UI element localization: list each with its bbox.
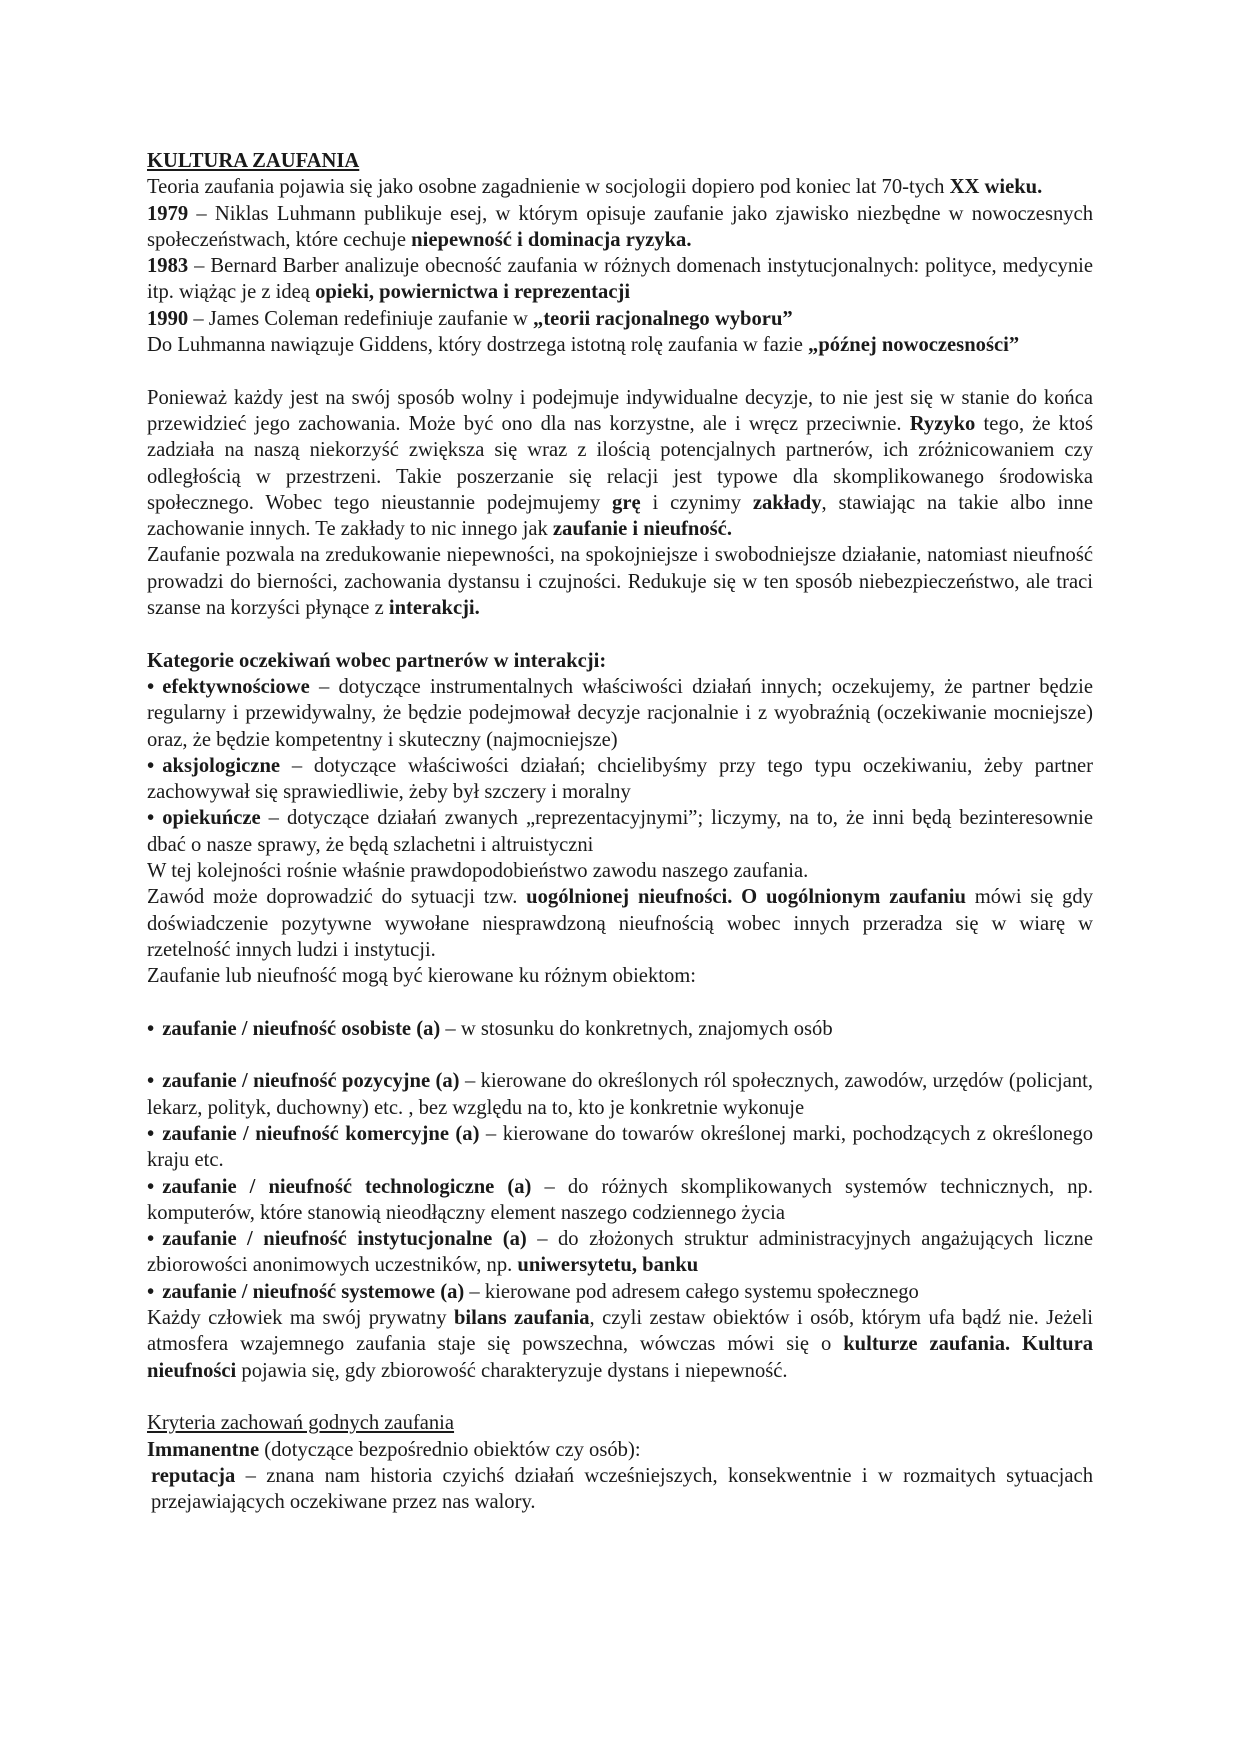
- heading-text: Kategorie oczekiwań wobec partnerów w interakcji:: [147, 649, 607, 672]
- paragraph-text: Każdy człowiek ma swój prywatny: [147, 1307, 454, 1330]
- timeline-1979: [147, 201, 1093, 254]
- object-item: [147, 1174, 1093, 1227]
- object-item: [147, 1226, 1093, 1279]
- risk-paragraph: [147, 385, 1093, 543]
- expectation-item: [147, 753, 1093, 806]
- risk-term: Ryzyko: [909, 412, 976, 435]
- bullet-icon: [147, 755, 162, 777]
- interaction-term: interakcji.: [388, 597, 480, 620]
- trust-text: Zaufanie pozwala na zredukowanie niepewności, na spokojniejsze i swobodniejsze działanie, natomiast nieufność prowadzi do bierności, zachowania dystansu i czujności. Redukuje się w ten sposób niebezpieczeństwo, ale traci szanse na korzyści płynące z: [147, 544, 1093, 620]
- paragraph-text: , czyli zestaw obiektów i osób, którym ufa bądź nie. Jeżeli atmosfera wzajemnego zaufania staje się powszechna, wówczas mówi się o: [147, 1307, 1094, 1356]
- expectations-heading: [147, 648, 1093, 674]
- object-term: zaufanie / nieufność systemowe (a): [162, 1280, 465, 1303]
- timeline-1983: [147, 253, 1093, 306]
- expectation-term: opiekuńcze: [162, 807, 261, 830]
- object-item: [147, 1016, 1093, 1042]
- expectation-text: – dotyczące instrumentalnych właściwości działań innych; oczekujemy, że partner będzie regularny i przewidywalny, że będzie podejmował decyzje racjonalnie i z wyobraźnią (oczekiwanie mocniejsze) oraz, że będzie kompetentny i skuteczny (najmocniejsze): [147, 675, 1093, 751]
- giddens-emphasis: „późnej nowoczesności”: [808, 334, 1020, 357]
- intro-century: XX wieku.: [949, 176, 1043, 199]
- risk-text: , stawiając na takie albo inne zachowanie innych. Te zakłady to nic innego jak: [147, 491, 1093, 541]
- risk-text: Ponieważ każdy jest na swój sposób wolny i podejmuje indywidualne decyzje, to nie jest się w stanie do końca przewidzieć jego zachowania. Może być ono dla nas korzystne, ale i wręcz przeciwnie.: [147, 386, 1093, 435]
- object-text: – kierowane pod adresem całego systemu społecznego: [464, 1280, 919, 1303]
- document-page: [147, 148, 1093, 1515]
- timeline-text: – Bernard Barber analizuje obecność zaufania w różnych domenach instytucjonalnych: polityce, medycynie itp. wiążąc je z ideą: [147, 255, 1093, 304]
- object-term: zaufanie / nieufność instytucjonalne (a): [162, 1228, 527, 1251]
- object-term: zaufanie / nieufność osobiste (a): [162, 1017, 441, 1040]
- timeline-text: – James Coleman redefiniuje zaufanie w: [188, 307, 534, 330]
- order-note: W tej kolejności rośnie właśnie prawdopodobieństwo zawodu naszego zaufania.: [147, 860, 809, 883]
- reputation-term: reputacja: [151, 1464, 236, 1487]
- risk-text: tego, że ktoś zadziała na naszą niekorzyść zwiększa się wraz z ilością potencjalnych partnerów, ich zróżnicowaniem czy odległością w przestrzeni. Takie poszerzanie się relacji jest typowe dla skomplikowanego środowiska społecznego. Wobec tego nieustannie podejmujemy: [147, 412, 1093, 514]
- paragraph-text: pojawia się, gdy zbiorowość charakteryzuje dystans i niepewność.: [236, 1359, 788, 1382]
- object-text: – do różnych skomplikowanych systemów technicznych, np. komputerów, które stanowią nieodłączny element naszego codziennego życia: [147, 1175, 1093, 1224]
- year-1979: 1979: [147, 202, 189, 225]
- bullet-icon: [147, 1228, 162, 1250]
- timeline-emphasis: „teorii racjonalnego wyboru”: [533, 307, 793, 330]
- generalized-term: uogólnionej nieufności. O uogólnionym zaufaniu: [526, 886, 966, 909]
- reputation-paragraph: [147, 1463, 1093, 1516]
- bullet-icon: [147, 1176, 162, 1198]
- criteria-heading: Kryteria zachowań godnych zaufania: [147, 1412, 455, 1435]
- object-text: – kierowane do towarów określonej marki, pochodzących z określonego kraju etc.: [147, 1122, 1093, 1172]
- object-text: – kierowane do określonych ról społecznych, zawodów, urzędów (policjant, lekarz, polityk, duchowny) etc. , bez względu na to, kto je konkretnie wykonuje: [147, 1070, 1093, 1119]
- document-title: KULTURA ZAUFANIA: [147, 150, 360, 172]
- spacer: [147, 1042, 1093, 1068]
- expectation-item: [147, 674, 1093, 753]
- paragraph-text: Zawód może doprowadzić do sytuacji tzw.: [147, 886, 527, 909]
- immanent-text: (dotyczące bezpośrednio obiektów czy osób):: [259, 1438, 641, 1461]
- spacer: [147, 990, 1093, 1016]
- paragraph-text: mówi się gdy doświadczenie pozytywne wywołane niesprawdzoną nieufnością wobec innych przeradza się w wiarę w rzetelność innych ludzi i instytucji.: [147, 886, 1093, 961]
- game-term: grę: [612, 491, 641, 514]
- year-1983: 1983: [147, 255, 189, 278]
- timeline-1990: [147, 306, 1093, 332]
- expectation-text: – dotyczące właściwości działań; chcielibyśmy przy tego typu oczekiwaniu, żeby partner zachowywał się sprawiedliwie, żeby był szczery i moralny: [147, 754, 1093, 804]
- trust-distrust-term: zaufanie i nieufność.: [552, 518, 732, 541]
- bullet-icon: [147, 807, 162, 829]
- object-term: zaufanie / nieufność komercyjne (a): [162, 1122, 480, 1145]
- timeline-emphasis: niepewność i dominacja ryzyka.: [411, 228, 692, 251]
- spacer: [147, 621, 1093, 647]
- expectation-term: aksjologiczne: [162, 754, 281, 777]
- risk-text: i czynimy: [640, 491, 753, 514]
- bullet-icon: [147, 1070, 162, 1092]
- object-item: [147, 1121, 1093, 1174]
- immanent-term: Immanentne: [147, 1438, 260, 1461]
- object-text: – do złożonych struktur administracyjnych angażujących liczne zbiorowości anonimowych uczestników, np.: [147, 1228, 1093, 1277]
- expectation-term: efektywnościowe: [162, 675, 310, 698]
- intro-paragraph: [147, 174, 1093, 200]
- timeline-text: – Niklas Luhmann publikuje esej, w którym opisuje zaufanie jako zjawisko niezbędne w nowoczesnych społeczeństwach, które cechuje: [147, 202, 1093, 251]
- trust-balance-paragraph: [147, 1305, 1093, 1384]
- spacer: [147, 358, 1093, 384]
- bullet-icon: [147, 1018, 162, 1040]
- object-examples: uniwersytetu, banku: [517, 1254, 699, 1277]
- bets-term: zakłady: [752, 491, 822, 514]
- bullet-icon: [147, 1281, 162, 1303]
- object-text: – w stosunku do konkretnych, znajomych osób: [440, 1017, 833, 1040]
- object-term: zaufanie / nieufność technologiczne (a): [162, 1175, 532, 1198]
- expectation-item: [147, 805, 1093, 858]
- year-1990: 1990: [147, 307, 189, 330]
- culture-term: kulturze zaufania. Kultura nieufności: [147, 1333, 1094, 1382]
- reputation-text: – znana nam historia czyichś działań wcześniejszych, konsekwentnie i w rozmaitych sytuacjach przejawiających oczekiwane przez nas walory.: [151, 1464, 1093, 1514]
- bullet-icon: [147, 676, 162, 698]
- bullet-icon: [147, 1123, 162, 1145]
- object-item: [147, 1279, 1093, 1305]
- giddens-paragraph: [147, 332, 1093, 358]
- object-item: [147, 1068, 1093, 1121]
- expectation-text: – dotyczące działań zwanych „reprezentacyjnymi”; liczymy, na to, że inni będą bezinteresownie dbać o nasze sprawy, że będą szlachetni i altruistyczni: [147, 807, 1093, 856]
- object-term: zaufanie / nieufność pozycyjne (a): [162, 1070, 460, 1093]
- timeline-emphasis: opieki, powiernictwa i reprezentacji: [315, 281, 631, 304]
- intro-text: Teoria zaufania pojawia się jako osobne zagadnienie w socjologii dopiero pod koniec lat 70-tych: [147, 176, 950, 199]
- immanent-line: [147, 1437, 1093, 1463]
- balance-term: bilans zaufania: [453, 1307, 590, 1330]
- trust-reduction-paragraph: [147, 542, 1093, 621]
- spacer: [147, 1384, 1093, 1410]
- giddens-text: Do Luhmanna nawiązuje Giddens, który dostrzega istotną rolę zaufania w fazie: [147, 334, 809, 357]
- generalized-distrust-paragraph: [147, 884, 1093, 963]
- objects-intro: Zaufanie lub nieufność mogą być kierowane ku różnym obiektom:: [147, 965, 697, 988]
